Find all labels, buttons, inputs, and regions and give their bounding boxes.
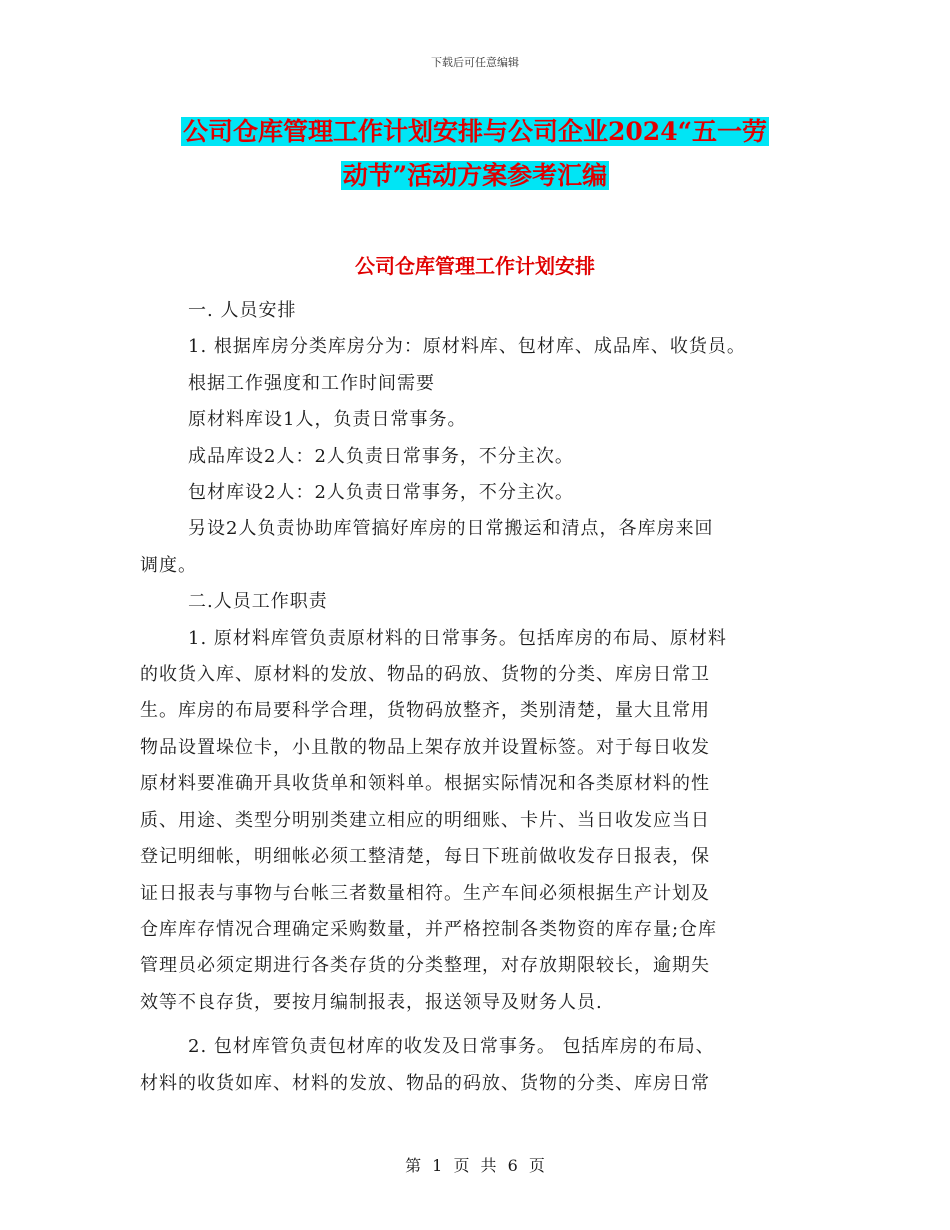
text-line: 材料的收货如库、材料的发放、物品的码放、货物的分类、库房日常 — [140, 1072, 710, 1094]
text-line: 2. 包材库管负责包材库的收发及日常事务。 包括库房的布局、 — [188, 1036, 715, 1058]
title-line-2: 动节”活动方案参考汇编 — [342, 161, 608, 190]
text-line: 一. 人员安排 — [188, 300, 297, 321]
section-title: 公司仓库管理工作计划安排 — [355, 254, 595, 278]
document-title — [0, 110, 950, 198]
header-note: 下载后可任意编辑 — [431, 56, 519, 69]
text-line: 根据工作强度和工作时间需要 — [188, 372, 435, 394]
text-line: 二.人员工作职责 — [188, 591, 328, 613]
text-line: 证日报表与事物与台帐三者数量相符。生产车间必须根据生产计划及 — [140, 882, 710, 904]
text-line: 效等不良存货，要按月编制报表，报送领导及财务人员. — [140, 991, 603, 1013]
text-line: 包材库设2人：2人负责日常事务，不分主次。 — [188, 482, 574, 504]
text-line: 成品库设2人：2人负责日常事务，不分主次。 — [188, 445, 574, 467]
text-line: 仓库库存情况合理确定采购数量，并严格控制各类物资的库存量;仓库 — [140, 918, 718, 940]
title-line-1: 公司仓库管理工作计划安排与公司企业2024“五一劳 — [183, 117, 767, 146]
text-line: 原材料要准确开具收货单和领料单。根据实际情况和各类原材料的性 — [140, 773, 710, 795]
text-line: 1. 原材料库管负责原材料的日常事务。包括库房的布局、原材料 — [188, 627, 727, 649]
text-line: 生。库房的布局要科学合理，货物码放整齐，类别清楚，量大且常用 — [140, 700, 710, 722]
body-text — [140, 293, 820, 1102]
text-line: 管理员必须定期进行各类存货的分类整理，对存放期限较长，逾期失 — [140, 955, 710, 977]
text-line: 调度。 — [140, 554, 197, 576]
page-footer: 第 1 页 共 6 页 — [405, 1156, 545, 1175]
text-line: 的收货入库、原材料的发放、物品的码放、货物的分类、库房日常卫 — [140, 664, 710, 686]
text-line: 登记明细帐，明细帐必须工整清楚，每日下班前做收发存日报表，保 — [140, 846, 710, 868]
text-line: 原材料库设1人，负责日常事务。 — [188, 409, 467, 431]
text-line: 另设2人负责协助库管搞好库房的日常搬运和清点，各库房来回 — [188, 518, 714, 540]
text-line: 1. 根据库房分类库房分为：原材料库、包材库、成品库、收货员。 — [188, 336, 746, 358]
text-line: 物品设置垛位卡，小且散的物品上架存放并设置标签。对于每日收发 — [140, 736, 710, 758]
text-line: 质、用途、类型分明别类建立相应的明细账、卡片、当日收发应当日 — [140, 809, 710, 831]
